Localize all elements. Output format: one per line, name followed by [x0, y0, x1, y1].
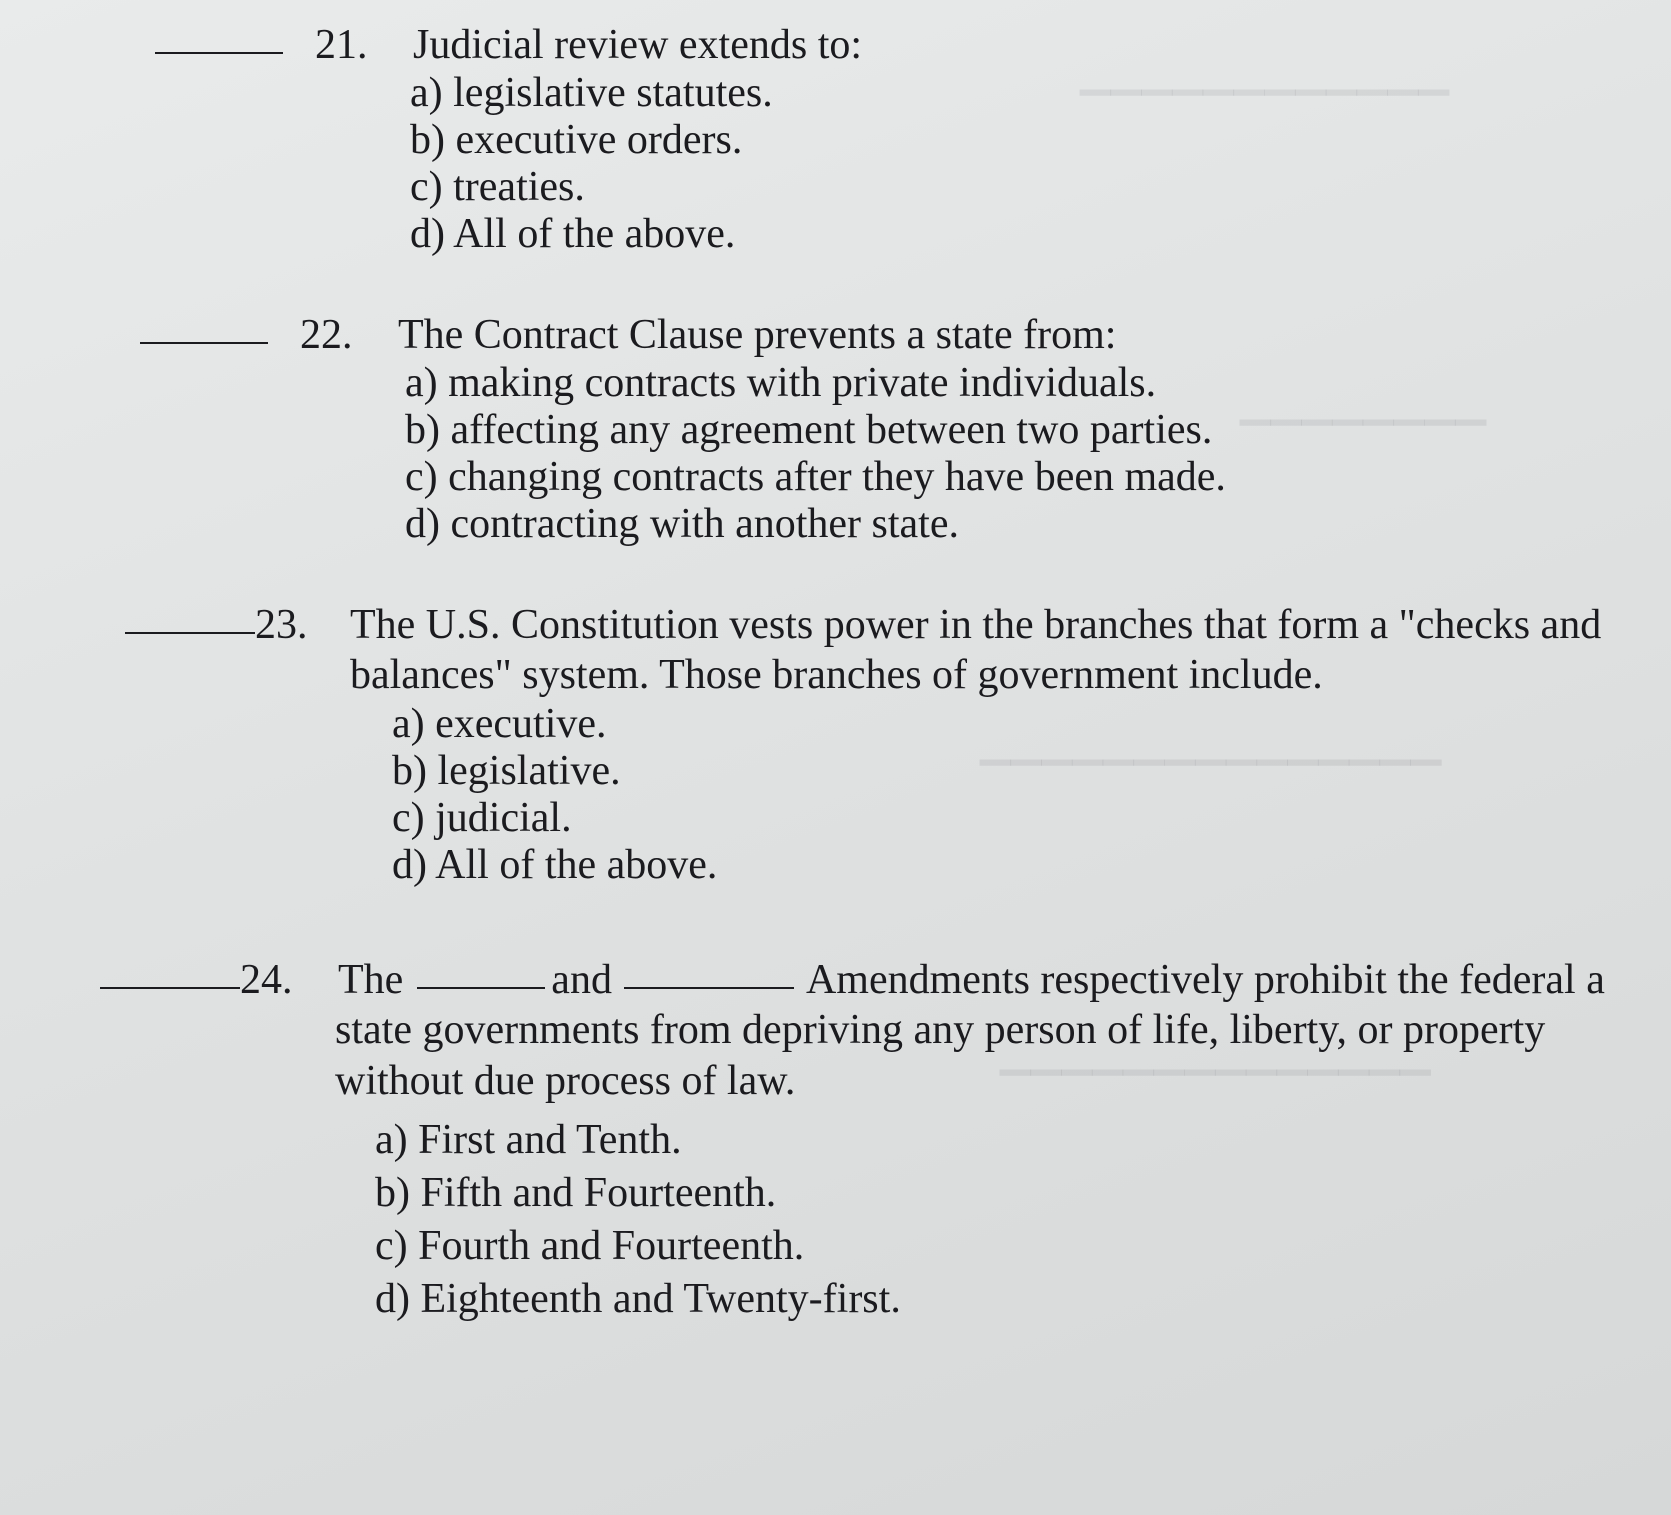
answer-blank[interactable] [100, 987, 240, 989]
bleed-through-mark: ▔▔▔▔▔▔▔▔▔▔▔▔▔▔▔ [980, 761, 1442, 806]
option-a: a) making contracts with private individuals. [405, 360, 1157, 407]
answer-blank[interactable] [140, 342, 268, 344]
question-text-part3: Amendments respectively prohibit the federal a [805, 957, 1605, 1003]
fill-in-blank[interactable] [624, 987, 794, 989]
question-text-continuation: without due process of law. [335, 1057, 796, 1104]
option-a: a) First and Tenth. [375, 1117, 682, 1164]
option-c: c) changing contracts after they have been made. [405, 454, 1226, 501]
question-number: 24. [240, 957, 293, 1003]
bleed-through-mark: ▔▔▔▔▔▔▔▔ [1240, 421, 1487, 466]
option-b: b) executive orders. [410, 117, 743, 164]
answer-blank[interactable] [155, 52, 283, 54]
option-c: c) judicial. [392, 794, 572, 841]
option-c: c) treaties. [410, 164, 585, 211]
option-b: b) legislative. [392, 747, 621, 794]
question-text-continuation: state governments from depriving any person of life, liberty, or property [335, 1007, 1546, 1054]
question-21 [155, 20, 862, 258]
question-text: The U.S. Constitution vests power in the branches that form a "checks and [350, 602, 1602, 648]
option-b: b) affecting any agreement between two parties. [405, 407, 1213, 454]
option-b: b) Fifth and Fourteenth. [375, 1170, 777, 1217]
option-list [392, 701, 1601, 889]
question-22 [140, 310, 1226, 548]
bleed-through-mark: ▔▔▔▔▔▔▔▔▔▔▔▔ [1080, 91, 1450, 136]
question-text-continuation: balances" system. Those branches of government include. [350, 652, 1323, 699]
fill-in-blank[interactable] [417, 987, 545, 989]
bleed-through-mark: ▔▔▔▔▔▔▔▔▔▔▔▔▔▔ [1000, 1071, 1431, 1116]
question-23 [125, 600, 1601, 889]
option-list [375, 1114, 1605, 1326]
option-a: a) executive. [392, 700, 607, 747]
question-number: 21. [315, 22, 368, 68]
question-number: 23. [255, 602, 308, 648]
question-text: Judicial review extends to: [413, 22, 863, 68]
option-a: a) legislative statutes. [410, 70, 773, 117]
option-d: d) Eighteenth and Twenty-first. [375, 1276, 901, 1323]
question-number: 22. [300, 312, 353, 358]
option-list [405, 360, 1226, 548]
option-d: d) contracting with another state. [405, 501, 959, 548]
option-list [410, 70, 862, 258]
question-text-part1: The [338, 957, 404, 1003]
option-c: c) Fourth and Fourteenth. [375, 1223, 805, 1270]
question-24 [100, 955, 1605, 1326]
option-d: d) All of the above. [392, 841, 718, 888]
question-text: The Contract Clause prevents a state from: [398, 312, 1117, 358]
answer-blank[interactable] [125, 632, 255, 634]
option-d: d) All of the above. [410, 211, 736, 258]
question-text-part2: and [551, 957, 612, 1003]
